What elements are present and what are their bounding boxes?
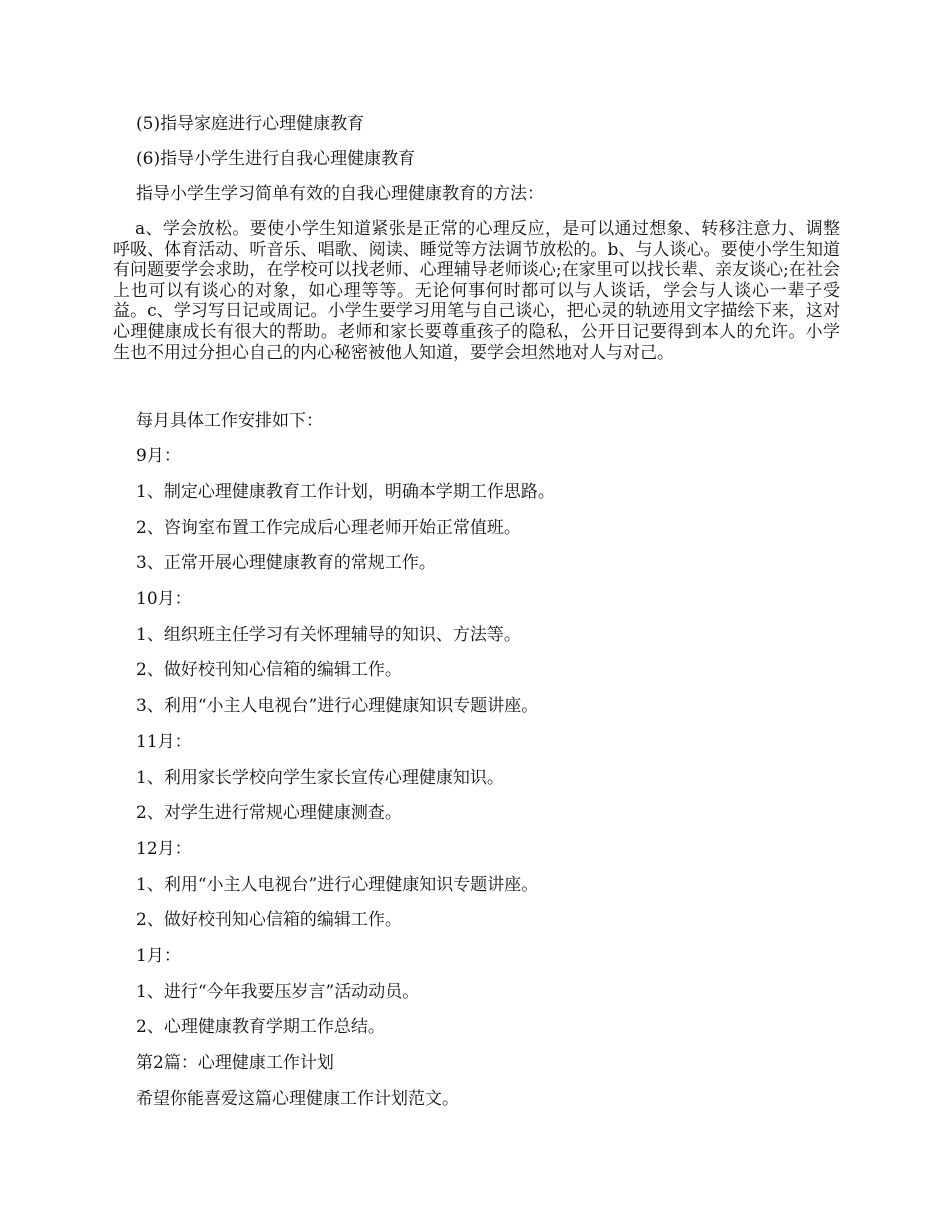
month-november: 11月：	[136, 732, 192, 752]
oct-item-1: 1、组织班主任学习有关怀理辅导的知识、方法等。	[136, 625, 521, 645]
nov-item-1: 1、利用家长学校向学生家长宣传心理健康知识。	[136, 768, 504, 788]
nov-item-2: 2、对学生进行常规心理健康测查。	[136, 803, 402, 823]
monthly-plan-heading: 每月具体工作安排如下：	[136, 411, 323, 431]
month-january: 1月：	[136, 946, 181, 966]
sep-item-1: 1、制定心理健康教育工作计划，明确本学期工作思路。	[136, 482, 555, 502]
sep-item-3: 3、正常开展心理健康教育的常规工作。	[136, 553, 436, 573]
oct-item-3: 3、利用“小主人电视台”进行心理健康知识专题讲座。	[136, 696, 539, 716]
month-december: 12月：	[136, 839, 192, 859]
jan-item-2: 2、心理健康教育学期工作总结。	[136, 1017, 385, 1037]
month-september: 9月：	[136, 446, 181, 466]
oct-item-2: 2、做好校刊知心信箱的编辑工作。	[136, 660, 402, 680]
methods-paragraph: a、学会放松。要使小学生知道紧张是正常的心理反应，是可以通过想象、转移注意力、调整呼吸、体育活动、听音乐、唱歌、阅读、睡觉等方法调节放松的。b、与人谈心。要使小学生知道有问题要学会求助，在学校可以找老师、心理辅导老师谈心;在家里可以找长辈、亲友谈心;在社会上也可以有谈心的对象，如心理等等。无论何事何时都可以与人谈话，学会与人谈心一辈子受益。c、学习写日记或周记。小学生要学习用笔与自己谈心，把心灵的轨迹用文字描绘下来，这对心理健康成长有很大的帮助。老师和家长要尊重孩子的隐私，公开日记要得到本人的允许。小学生也不用过分担心自己的内心秘密被他人知道，要学会坦然地对人与对己。	[113, 219, 840, 363]
dec-item-2: 2、做好校刊知心信箱的编辑工作。	[136, 910, 402, 930]
item-5-guide-family: (5)指导家庭进行心理健康教育	[136, 114, 365, 134]
methods-intro: 指导小学生学习简单有效的自我心理健康教育的方法：	[136, 184, 544, 204]
article-2-title: 第2篇：心理健康工作计划	[136, 1053, 334, 1073]
article-2-intro: 希望你能喜爱这篇心理健康工作计划范文。	[136, 1089, 459, 1109]
jan-item-1: 1、进行“今年我要压岁言”活动动员。	[136, 982, 420, 1002]
month-october: 10月：	[136, 589, 192, 609]
item-6-guide-students: (6)指导小学生进行自我心理健康教育	[136, 149, 416, 169]
dec-item-1: 1、利用“小主人电视台”进行心理健康知识专题讲座。	[136, 875, 539, 895]
sep-item-2: 2、咨询室布置工作完成后心理老师开始正常值班。	[136, 518, 521, 538]
